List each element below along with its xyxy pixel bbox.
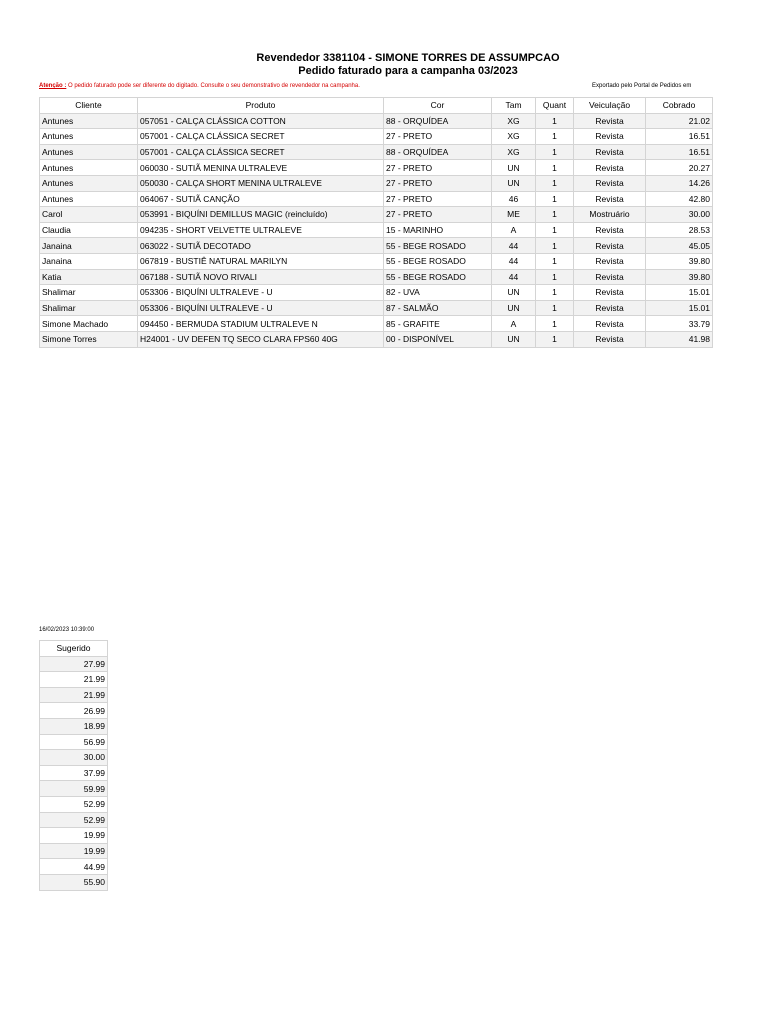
table-row [40,703,108,719]
cell-produto: 094235 - SHORT VELVETTE ULTRALEVE [138,222,384,238]
cell-sugerido: 18.99 [40,718,108,734]
cell-produto: 050030 - CALÇA SHORT MENINA ULTRALEVE [138,175,384,191]
cell-cor: 87 - SALMÃO [384,300,492,316]
cell-produto: 060030 - SUTIÃ MENINA ULTRALEVE [138,160,384,176]
table-header-row [40,98,713,114]
cell-cliente: Antunes [40,175,138,191]
cell-sugerido: 59.99 [40,781,108,797]
cell-cliente: Katia [40,269,138,285]
cell-veiculacao: Revista [574,222,646,238]
cell-cobrado: 16.51 [646,129,713,145]
column-header-quant: Quant [536,98,574,114]
table-row [40,144,713,160]
table-header-row [40,641,108,657]
cell-quant: 1 [536,113,574,129]
cell-produto: 057001 - CALÇA CLÁSSICA SECRET [138,144,384,160]
table-row [40,781,108,797]
cell-cliente: Shalimar [40,300,138,316]
cell-produto: 067188 - SUTIÃ NOVO RIVALI [138,269,384,285]
cell-quant: 1 [536,129,574,145]
cell-tam: UN [492,300,536,316]
export-note: Exportado pelo Portal de Pedidos em [592,83,692,89]
cell-cliente: Antunes [40,129,138,145]
cell-cor: 27 - PRETO [384,160,492,176]
table-row [40,843,108,859]
cell-veiculacao: Revista [574,316,646,332]
cell-cobrado: 16.51 [646,144,713,160]
cell-tam: 44 [492,253,536,269]
cell-tam: UN [492,160,536,176]
cell-tam: A [492,316,536,332]
cell-cor: 55 - BEGE ROSADO [384,269,492,285]
table-row [40,859,108,875]
cell-cor: 55 - BEGE ROSADO [384,238,492,254]
cell-produto: 067819 - BUSTIÊ NATURAL MARILYN [138,253,384,269]
column-header-veiculacao: Veiculação [574,98,646,114]
report-title: Revendedor 3381104 - SIMONE TORRES DE ASSUMPCAO [256,52,560,64]
cell-cor: 00 - DISPONÍVEL [384,331,492,347]
cell-tam: XG [492,113,536,129]
table-row [40,687,108,703]
cell-produto: 057051 - CALÇA CLÁSSICA COTTON [138,113,384,129]
cell-cobrado: 33.79 [646,316,713,332]
cell-cor: 27 - PRETO [384,175,492,191]
order-table [39,97,713,348]
cell-sugerido: 55.90 [40,874,108,890]
table-row [40,191,713,207]
cell-veiculacao: Revista [574,238,646,254]
cell-veiculacao: Revista [574,160,646,176]
cell-cor: 27 - PRETO [384,129,492,145]
cell-veiculacao: Revista [574,269,646,285]
cell-produto: 064067 - SUTIÃ CANÇÃO [138,191,384,207]
cell-produto: 063022 - SUTIÃ DECOTADO [138,238,384,254]
cell-tam: ME [492,207,536,223]
table-row [40,734,108,750]
column-header-tam: Tam [492,98,536,114]
cell-cliente: Antunes [40,160,138,176]
cell-quant: 1 [536,144,574,160]
cell-sugerido: 21.99 [40,672,108,688]
cell-cliente: Shalimar [40,285,138,301]
cell-cor: 88 - ORQUÍDEA [384,144,492,160]
cell-cor: 55 - BEGE ROSADO [384,253,492,269]
cell-cobrado: 39.80 [646,253,713,269]
cell-cliente: Carol [40,207,138,223]
cell-quant: 1 [536,238,574,254]
cell-produto: 053306 - BIQUÍNI ULTRALEVE - U [138,300,384,316]
cell-cobrado: 28.53 [646,222,713,238]
table-row [40,269,713,285]
table-row [40,238,713,254]
cell-produto: 053306 - BIQUÍNI ULTRALEVE - U [138,285,384,301]
report-subtitle: Pedido faturado para a campanha 03/2023 [298,65,518,77]
cell-cobrado: 21.02 [646,113,713,129]
cell-cor: 27 - PRETO [384,191,492,207]
column-header-produto: Produto [138,98,384,114]
cell-cliente: Janaina [40,253,138,269]
cell-veiculacao: Revista [574,285,646,301]
cell-sugerido: 27.99 [40,656,108,672]
export-date: 16/02/2023 10:39:00 [39,627,95,633]
cell-veiculacao: Revista [574,253,646,269]
cell-cobrado: 15.01 [646,300,713,316]
column-header-cor: Cor [384,98,492,114]
cell-cobrado: 41.98 [646,331,713,347]
cell-tam: XG [492,129,536,145]
cell-produto: 057001 - CALÇA CLÁSSICA SECRET [138,129,384,145]
cell-cor: 27 - PRETO [384,207,492,223]
table-row [40,300,713,316]
cell-cobrado: 20.27 [646,160,713,176]
attention-label: Atenção : [39,83,67,89]
table-row [40,331,713,347]
cell-tam: 46 [492,191,536,207]
column-header-cliente: Cliente [40,98,138,114]
cell-tam: 44 [492,238,536,254]
cell-veiculacao: Revista [574,129,646,145]
cell-tam: UN [492,175,536,191]
cell-cliente: Claudia [40,222,138,238]
cell-sugerido: 19.99 [40,843,108,859]
cell-veiculacao: Revista [574,144,646,160]
cell-cliente: Antunes [40,191,138,207]
cell-cor: 88 - ORQUÍDEA [384,113,492,129]
cell-quant: 1 [536,269,574,285]
cell-sugerido: 30.00 [40,750,108,766]
cell-veiculacao: Revista [574,300,646,316]
cell-produto: 094450 - BERMUDA STADIUM ULTRALEVE N [138,316,384,332]
table-row [40,160,713,176]
cell-quant: 1 [536,222,574,238]
table-row [40,316,713,332]
table-row [40,222,713,238]
cell-cor: 82 - UVA [384,285,492,301]
cell-sugerido: 56.99 [40,734,108,750]
column-header-sugerido: Sugerido [40,641,108,657]
cell-sugerido: 21.99 [40,687,108,703]
cell-cobrado: 15.01 [646,285,713,301]
attention-notice [39,83,360,89]
cell-quant: 1 [536,175,574,191]
cell-cliente: Antunes [40,144,138,160]
cell-tam: XG [492,144,536,160]
suggested-price-table [39,640,108,891]
table-row [40,656,108,672]
cell-cobrado: 45.05 [646,238,713,254]
table-row [40,285,713,301]
cell-quant: 1 [536,316,574,332]
cell-veiculacao: Mostruário [574,207,646,223]
table-row [40,672,108,688]
cell-quant: 1 [536,191,574,207]
column-header-cobrado: Cobrado [646,98,713,114]
cell-cliente: Simone Torres [40,331,138,347]
cell-tam: A [492,222,536,238]
table-row [40,129,713,145]
cell-sugerido: 19.99 [40,828,108,844]
cell-cobrado: 14.26 [646,175,713,191]
cell-cor: 15 - MARINHO [384,222,492,238]
cell-veiculacao: Revista [574,191,646,207]
cell-tam: UN [492,331,536,347]
cell-quant: 1 [536,160,574,176]
cell-cor: 85 - GRAFITE [384,316,492,332]
cell-cliente: Janaina [40,238,138,254]
cell-quant: 1 [536,331,574,347]
cell-cliente: Antunes [40,113,138,129]
cell-cliente: Simone Machado [40,316,138,332]
table-row [40,750,108,766]
cell-sugerido: 52.99 [40,796,108,812]
table-row [40,812,108,828]
attention-text: O pedido faturado pode ser diferente do digitado. Consulte o seu demonstrativo de revendedor na campanha. [66,83,360,89]
cell-veiculacao: Revista [574,175,646,191]
cell-cobrado: 30.00 [646,207,713,223]
cell-cobrado: 42.80 [646,191,713,207]
cell-sugerido: 44.99 [40,859,108,875]
cell-quant: 1 [536,207,574,223]
table-row [40,113,713,129]
table-row [40,175,713,191]
cell-sugerido: 52.99 [40,812,108,828]
cell-sugerido: 26.99 [40,703,108,719]
table-row [40,796,108,812]
cell-veiculacao: Revista [574,331,646,347]
cell-cobrado: 39.80 [646,269,713,285]
table-row [40,253,713,269]
cell-sugerido: 37.99 [40,765,108,781]
table-row [40,828,108,844]
table-row [40,718,108,734]
cell-tam: 44 [492,269,536,285]
cell-produto: H24001 - UV DEFEN TQ SECO CLARA FPS60 40G [138,331,384,347]
table-row [40,765,108,781]
cell-produto: 053991 - BIQUÍNI DEMILLUS MAGIC (reincluído) [138,207,384,223]
cell-tam: UN [492,285,536,301]
table-row [40,874,108,890]
cell-quant: 1 [536,285,574,301]
cell-veiculacao: Revista [574,113,646,129]
cell-quant: 1 [536,300,574,316]
cell-quant: 1 [536,253,574,269]
table-row [40,207,713,223]
